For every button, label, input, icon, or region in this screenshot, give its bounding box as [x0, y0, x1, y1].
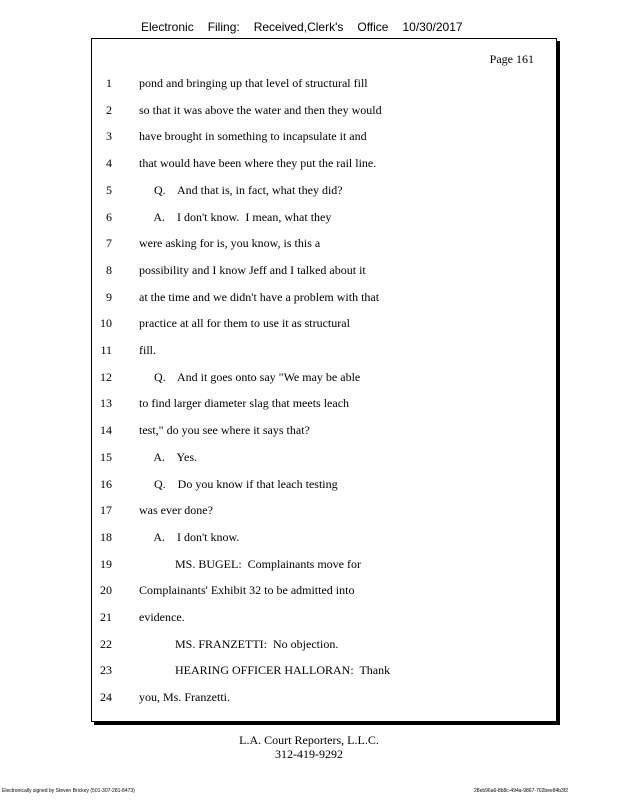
line-number: 2	[106, 103, 112, 117]
transcript-line: fill.	[139, 343, 156, 357]
filing-header-word: Office	[357, 20, 389, 34]
transcript-line: Q. And that is, in fact, what they did?	[139, 183, 343, 197]
transcript-line: possibility and I know Jeff and I talked about it	[139, 263, 366, 277]
transcript-line: you, Ms. Franzetti.	[139, 690, 230, 704]
line-number: 6	[106, 210, 112, 224]
transcript-line: that would have been where they put the rail line.	[139, 156, 377, 170]
transcript-line: pond and bringing up that level of structural fill	[139, 76, 368, 90]
line-number: 8	[106, 263, 112, 277]
transcript-line: A. I don't know. I mean, what they	[139, 210, 332, 224]
transcript-line: A. I don't know.	[139, 530, 240, 544]
line-number: 15	[100, 450, 112, 464]
transcript-line: have brought in something to incapsulate it and	[139, 129, 367, 143]
court-reporter-phone: 312-419-9292	[275, 747, 343, 761]
document-hash: 28eb96a6-8b8c-494a-9867-702bee84b3f2	[474, 788, 568, 794]
transcript-line: HEARING OFFICER HALLORAN: Thank	[139, 663, 391, 677]
line-number: 7	[106, 236, 112, 250]
line-number: 24	[100, 690, 112, 704]
transcript-line: was ever done?	[139, 503, 213, 517]
transcript-line: Complainants' Exhibit 32 to be admitted into	[139, 583, 355, 597]
line-number: 10	[100, 316, 112, 330]
line-number: 9	[106, 290, 112, 304]
electronic-signature: Electronically signed by Steven Brickey (501-307-281-8473)	[2, 788, 135, 794]
line-number: 17	[100, 503, 112, 517]
transcript-line: MS. BUGEL: Complainants move for	[139, 557, 361, 571]
line-number: 16	[100, 477, 112, 491]
line-number: 21	[100, 610, 112, 624]
transcript-line: were asking for is, you know, is this a	[139, 236, 321, 250]
transcript-line: test," do you see where it says that?	[139, 423, 310, 437]
line-number: 22	[100, 637, 112, 651]
line-number: 13	[100, 396, 112, 410]
line-number: 5	[106, 183, 112, 197]
transcript-line: practice at all for them to use it as structural	[139, 316, 350, 330]
transcript-line: to find larger diameter slag that meets leach	[139, 396, 350, 410]
court-reporter-name: L.A. Court Reporters, L.L.C.	[239, 733, 379, 747]
line-number: 14	[100, 423, 112, 437]
page-number: Page 161	[489, 52, 534, 66]
filing-header-word: Received,Clerk's	[253, 20, 344, 34]
line-number: 11	[100, 343, 112, 357]
transcript-line: at the time and we didn't have a problem with that	[139, 290, 380, 304]
filing-header-word: Filing:	[207, 20, 240, 34]
transcript-line: Q. Do you know if that leach testing	[139, 477, 338, 491]
line-number: 3	[106, 129, 112, 143]
line-number: 1	[106, 76, 112, 90]
filing-date: 10/30/2017	[402, 20, 463, 34]
transcript-line: Q. And it goes onto say "We may be able	[139, 370, 361, 384]
line-number: 4	[106, 156, 112, 170]
line-number: 18	[100, 530, 112, 544]
transcript-line: MS. FRANZETTI: No objection.	[139, 637, 339, 651]
line-number: 12	[100, 370, 112, 384]
transcript-frame	[91, 38, 557, 722]
line-number: 23	[100, 663, 112, 677]
transcript-line: A. Yes.	[139, 450, 198, 464]
line-number: 19	[100, 557, 112, 571]
line-number: 20	[100, 583, 112, 597]
filing-header	[141, 20, 477, 34]
filing-header-word: Electronic	[141, 20, 194, 34]
transcript-line: evidence.	[139, 610, 185, 624]
transcript-line: so that it was above the water and then they would	[139, 103, 382, 117]
